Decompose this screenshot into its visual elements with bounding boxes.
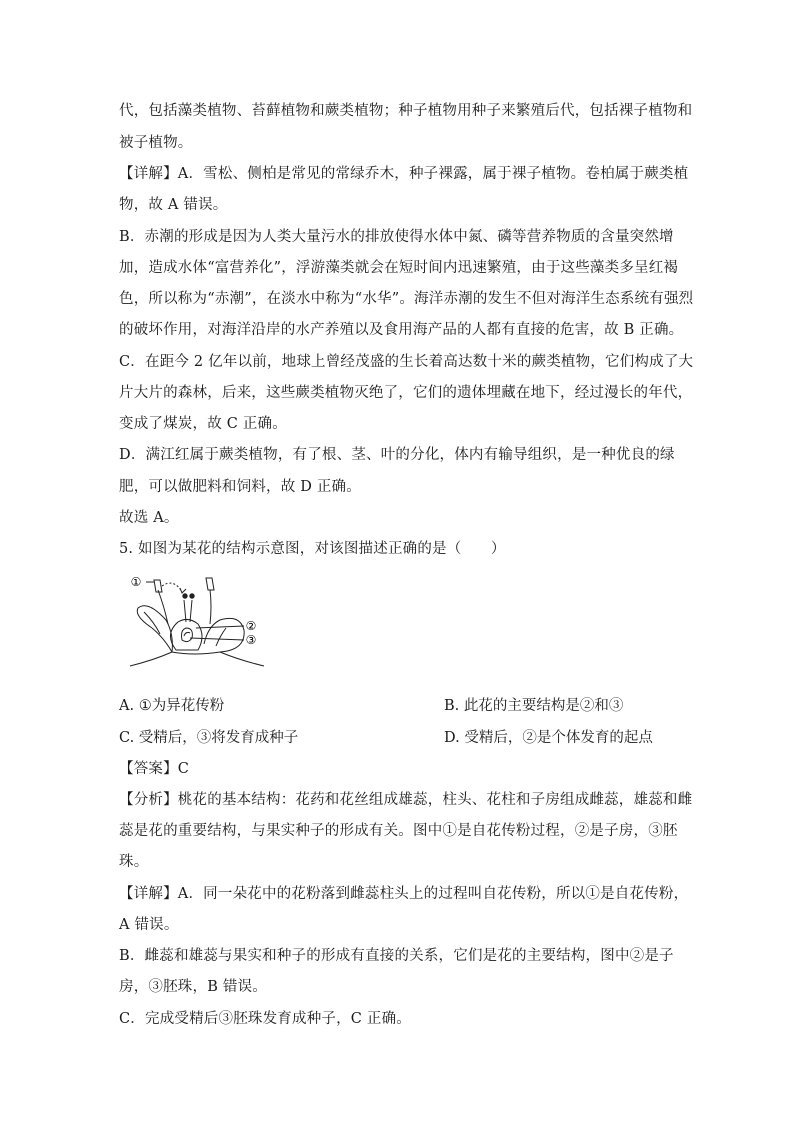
text-line: C．完成受精后③胚珠发育成种子，C 正确。	[119, 1011, 411, 1027]
text-line: B．雌蕊和雄蕊与果实和种子的形成有直接的关系，它们是花的主要结构，图中②是子	[119, 948, 674, 964]
text-line: 房，③胚珠，B 错误。	[119, 979, 267, 995]
text-line: A 错误。	[119, 917, 179, 933]
text-line: 片大片的森林，后来，这些蕨类植物灭绝了，它们的遗体埋藏在地下，经过漫长的年代，	[119, 385, 693, 401]
text-line: 肥，可以做肥料和饲料，故 D 正确。	[119, 479, 361, 495]
text-line: 被子植物。	[119, 135, 193, 151]
option-c: C. 受精后，③将发育成种子	[119, 730, 299, 746]
text-line: 故选 A。	[119, 510, 179, 526]
text-line: 珠。	[119, 854, 149, 870]
label-1: ①	[130, 575, 142, 589]
option-b: B. 此花的主要结构是②和③	[444, 698, 624, 714]
text-line: 代，包括藻类植物、苔藓植物和蕨类植物；种子植物用种子来繁殖后代，包括裸子植物和	[119, 103, 693, 119]
text-line: 物，故 A 错误。	[119, 197, 228, 213]
text-line: 的破坏作用，对海洋沿岸的水产养殖以及食用海产品的人都有直接的危害，故 B 正确。	[119, 322, 684, 338]
text-line: 变成了煤炭，故 C 正确。	[119, 416, 287, 432]
answer-line: 【答案】C	[119, 761, 190, 777]
text-line: C．在距今 2 亿年以前，地球上曾经茂盛的生长着高达数十米的蕨类植物，它们构成了大	[119, 354, 694, 370]
label-2: ②	[245, 619, 257, 633]
label-3: ③	[245, 633, 257, 647]
question-title: 5. 如图为某花的结构示意图，对该图描述正确的是（ ）	[119, 541, 506, 557]
text-line: 蕊是花的重要结构，与果实种子的形成有关。图中①是自花传粉过程，②是子房，③胚	[119, 823, 678, 839]
text-line: 色，所以称为“赤潮”，在淡水中称为“水华”。海洋赤潮的发生不但对海洋生态系统有强烈	[119, 291, 694, 307]
text-line: 【分析】桃花的基本结构：花药和花丝组成雄蕊，柱头、花柱和子房组成雌蕊，雄蕊和雌	[119, 792, 693, 808]
flower-structure-diagram	[124, 568, 274, 678]
text-line: 加，造成水体“富营养化”，浮游藻类就会在短时间内迅速繁殖，由于这些藻类多呈红褐	[119, 260, 679, 276]
flower-illustration	[124, 568, 274, 678]
text-line: B．赤潮的形成是因为人类大量污水的排放使得水体中氮、磷等营养物质的含量突然增	[119, 229, 674, 245]
text-line: 【详解】A．雪松、侧柏是常见的常绿乔木，种子裸露，属于裸子植物。卷柏属于蕨类植	[119, 166, 689, 182]
option-d: D. 受精后，②是个体发育的起点	[444, 730, 653, 746]
text-line: 【详解】A．同一朵花中的花粉落到雌蕊柱头上的过程叫自花传粉，所以①是自花传粉，	[119, 886, 689, 902]
text-line: D．满江红属于蕨类植物，有了根、茎、叶的分化，体内有输导组织，是一种优良的绿	[119, 447, 675, 463]
option-a: A. ①为异花传粉	[119, 698, 225, 714]
